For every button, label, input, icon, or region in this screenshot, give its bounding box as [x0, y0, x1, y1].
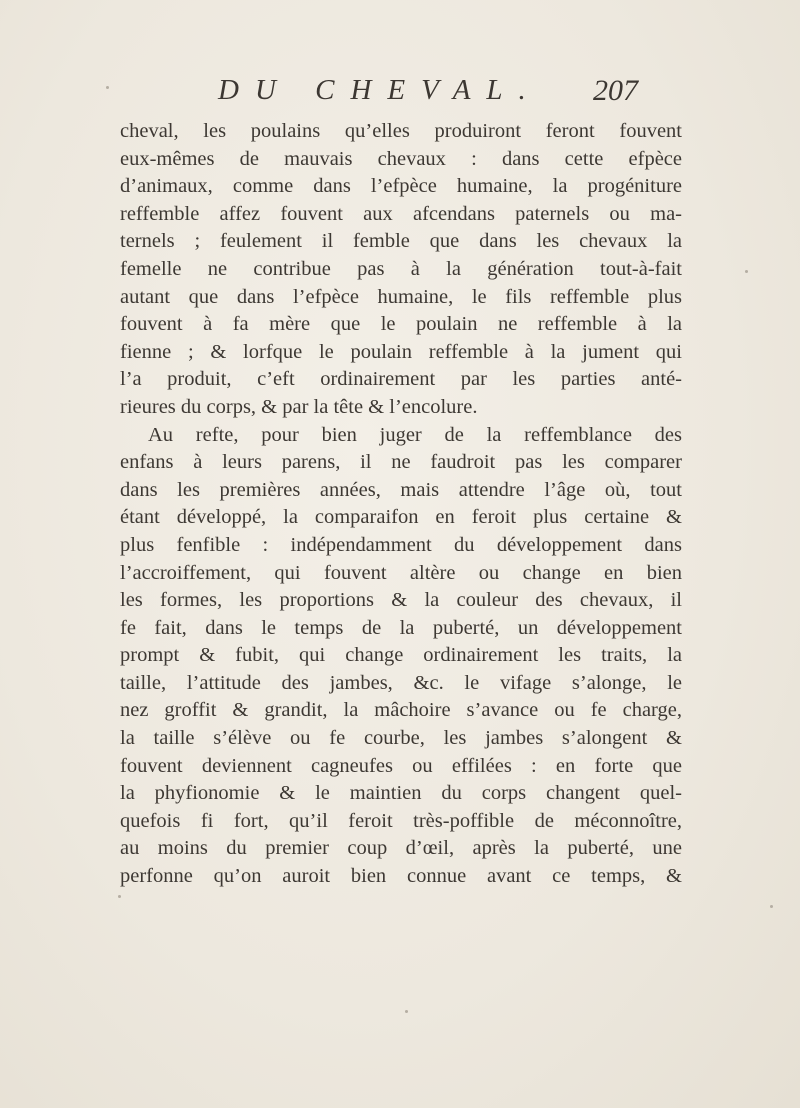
paper-speck [405, 1010, 408, 1013]
text-line: la taille s’élève ou fe courbe, les jambes s’alongent & [120, 727, 682, 750]
text-line: prompt & fubit, qui change ordinairement les traits, la [120, 644, 682, 667]
text-line: femelle ne contribue pas à la génération tout-à-fait [120, 257, 682, 280]
text-line: dans les premières années, mais attendre l’âge où, tout [120, 478, 682, 501]
paper-speck [106, 86, 109, 89]
text-line: reffemble affez fouvent aux afcendans paternels ou ma- [120, 202, 682, 225]
text-line: étant développé, la comparaifon en feroit plus certaine & [120, 506, 682, 529]
text-line: taille, l’attitude des jambes, &c. le vifage s’alonge, le [120, 671, 682, 694]
paper-speck [118, 895, 121, 898]
text-line: fe fait, dans le temps de la puberté, un développement [120, 616, 682, 639]
text-line: fouvent à fa mère que le poulain ne reffemble à la [120, 313, 682, 336]
running-head: DU CHEVAL. [218, 74, 542, 106]
text-line: quefois fi fort, qu’il feroit très-poffible de méconnoître, [120, 809, 682, 832]
text-line: eux-mêmes de mauvais chevaux : dans cette efpèce [120, 147, 682, 170]
text-line: la phyfionomie & le maintien du corps changent quel- [120, 782, 682, 805]
text-line: rieures du corps, & par la tête & l’encolure. [120, 395, 478, 418]
text-line: plus fenfible : indépendamment du développement dans [120, 533, 682, 556]
text-line: nez groffit & grandit, la mâchoire s’avance ou fe charge, [120, 699, 682, 722]
page-number: 207 [593, 74, 638, 107]
text-line: Au refte, pour bien juger de la reffemblance des [148, 423, 682, 446]
text-line: l’a produit, c’eft ordinairement par les parties anté- [120, 368, 682, 391]
paper-speck [745, 270, 748, 273]
text-line: cheval, les poulains qu’elles produiront feront fouvent [120, 120, 682, 142]
text-line: perfonne qu’on auroit bien connue avant ce temps, & [120, 865, 682, 888]
body-text [120, 118, 682, 891]
text-line: autant que dans l’efpèce humaine, le fils reffemble plus [120, 285, 682, 308]
text-line: ternels ; feulement il femble que dans les chevaux la [120, 230, 682, 253]
page-header [218, 74, 638, 114]
text-line: au moins du premier coup d’œil, après la puberté, une [120, 837, 682, 860]
text-line: fouvent deviennent cagneufes ou effilées : en forte que [120, 754, 682, 777]
text-line: fienne ; & lorfque le poulain reffemble à la jument qui [120, 340, 682, 363]
text-line: les formes, les proportions & la couleur des chevaux, il [120, 589, 682, 612]
text-line: d’animaux, comme dans l’efpèce humaine, la progéniture [120, 175, 682, 198]
text-line: l’accroiffement, qui fouvent altère ou change en bien [120, 561, 682, 584]
paper-speck [770, 905, 773, 908]
text-line: enfans à leurs parens, il ne faudroit pas les comparer [120, 451, 682, 474]
